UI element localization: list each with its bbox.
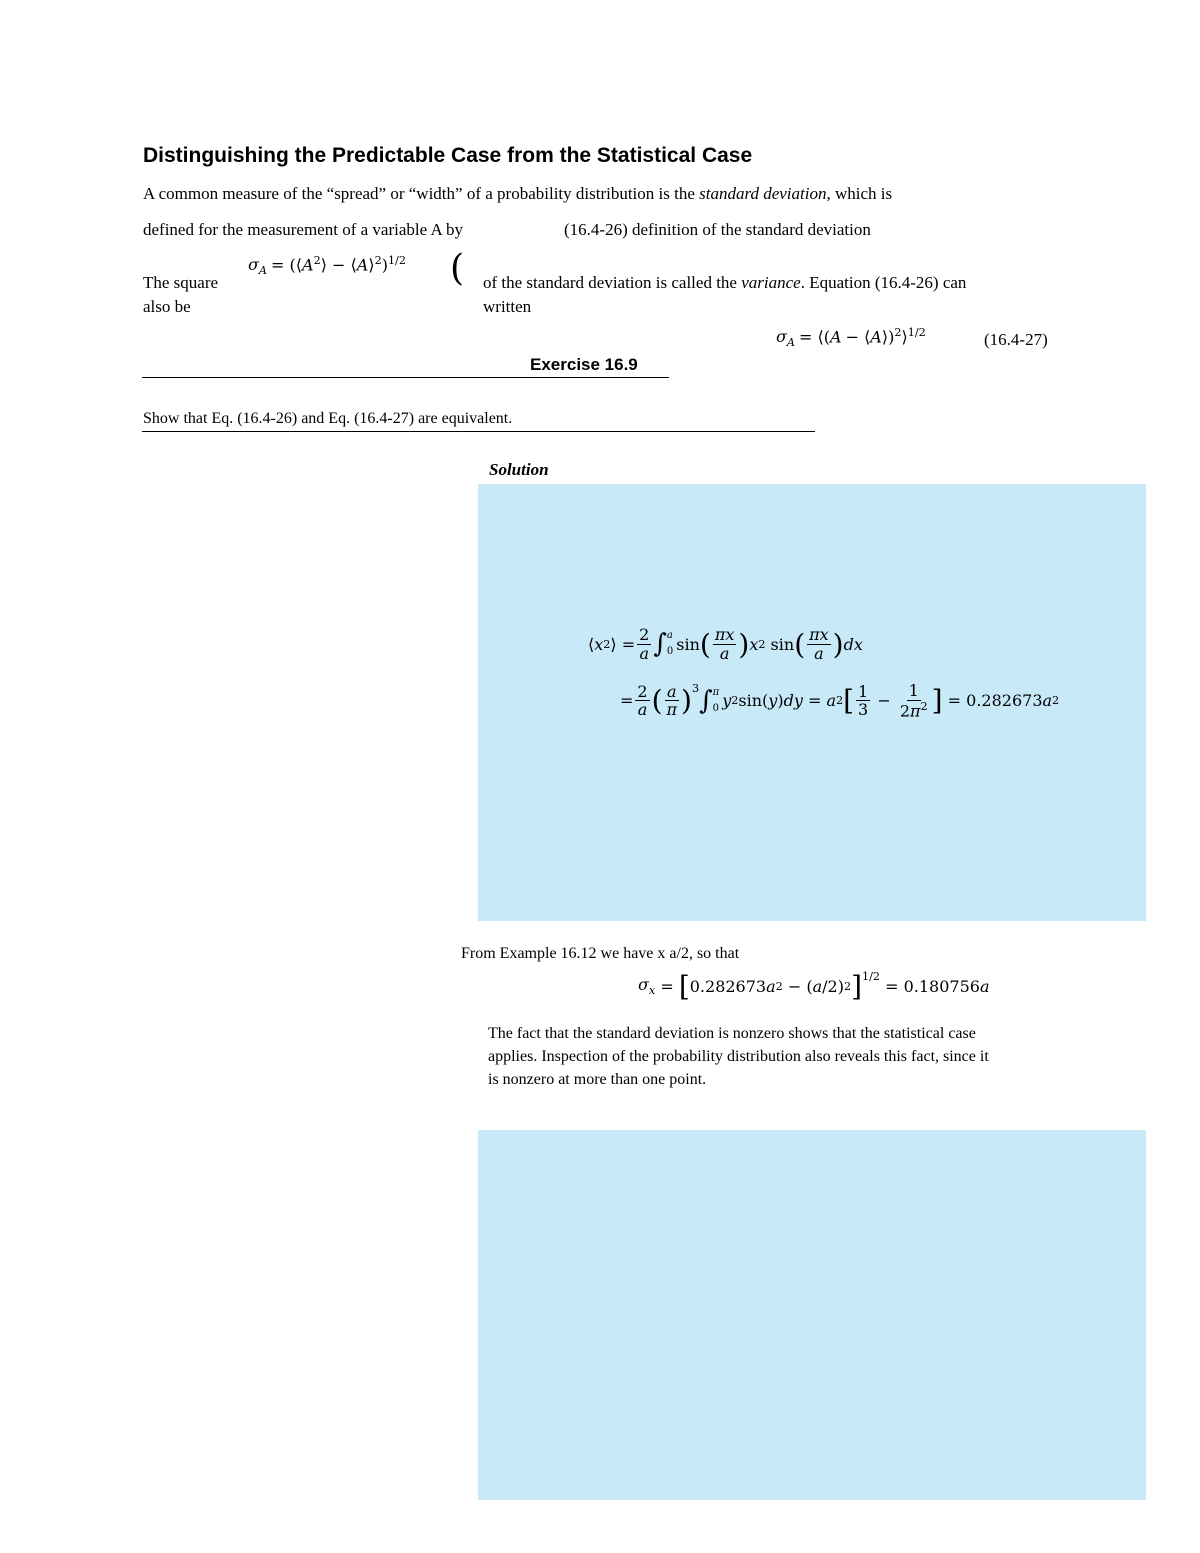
intro-line-2: defined for the measurement of a variable A by [143,220,464,239]
intro-text: of the standard deviation is called the [483,273,742,292]
intro-text: , which is [826,184,893,203]
intro-line-3-right [483,273,966,293]
exercise-title: Exercise 16.9 [530,355,638,374]
intro-text: A common measure of the “spread” or “width” of a probability distribution is the [143,184,700,203]
conclusion-line: applies. Inspection of the probability distribution also reveals this fact, since it [488,1048,989,1065]
conclusion-line: is nonzero at more than one point. [488,1071,707,1088]
result-value-2: 0.180756 [903,977,980,996]
paren-artifact: ( [450,248,465,289]
exercise-divider [142,377,669,378]
result-value-1: 0.282673 [966,691,1043,711]
section-title: Distinguishing the Predictable Case from the Statistical Case [143,144,753,167]
solution-label: Solution [489,460,549,479]
emphasis-variance: variance [741,273,801,292]
from-example-text: From Example 16.12 we have x a/2, so that [461,945,740,962]
equation-16-4-26: $\sigma_A$ = ($⟨A^2⟩$ − ⟨A⟩$^2$)$^{1/2}$ [248,254,406,278]
result-value-1-repeat: 0.282673 [689,977,767,996]
prompt-underline [142,431,815,432]
equation-16-4-27-number: (16.4-27) [984,330,1048,349]
intro-line-4-right: written [483,297,532,316]
solution-equation-line-1: ⟨ x 2 ⟩ = $\frac{2}{a}$ ∫ a 0 sin ( $\frac{\pi x}{a}$ ) x 2 sin ( $\frac{\pi x}{a}$ ) dx [588,625,863,663]
solution-equation-line-2: = $\frac{2}{a}$ ( $\frac{a}{\pi}$ ) $^3$ ∫ π 0 y 2 sin( y ) dy = a 2 [ $\frac{1}{3}$ − $\frac{1}{2\pi^2}$ ] = 0.282673 a 2 [620,681,1060,720]
intro-line-1 [143,184,892,204]
intro-line-3-left: The square [143,273,219,292]
conclusion-line: The fact that the standard deviation is nonzero shows that the statistical case [488,1025,976,1042]
exercise-prompt: Show that Eq. (16.4-26) and Eq. (16.4-27) are equivalent. [143,410,513,427]
equation-16-4-27: $\sigma_A$ = ⟨(A − ⟨A⟩)$^2$⟩$^{1/2}$ [776,326,926,350]
answer-box-2[interactable] [478,1130,1146,1500]
conclusion-paragraph [488,1022,989,1091]
intro-line-4-left: also be [143,297,191,316]
equation-16-4-26-label: (16.4-26) definition of the standard deviation [564,220,871,239]
emphasis-standard-deviation: standard deviation [699,184,827,203]
sigma-x-equation: $\sigma_x$ = [ 0.282673 a 2 − ( a /2) 2 ] $^{1/2}$ = 0.180756 a [638,970,990,1003]
intro-text: . Equation (16.4-26) can [800,273,967,292]
